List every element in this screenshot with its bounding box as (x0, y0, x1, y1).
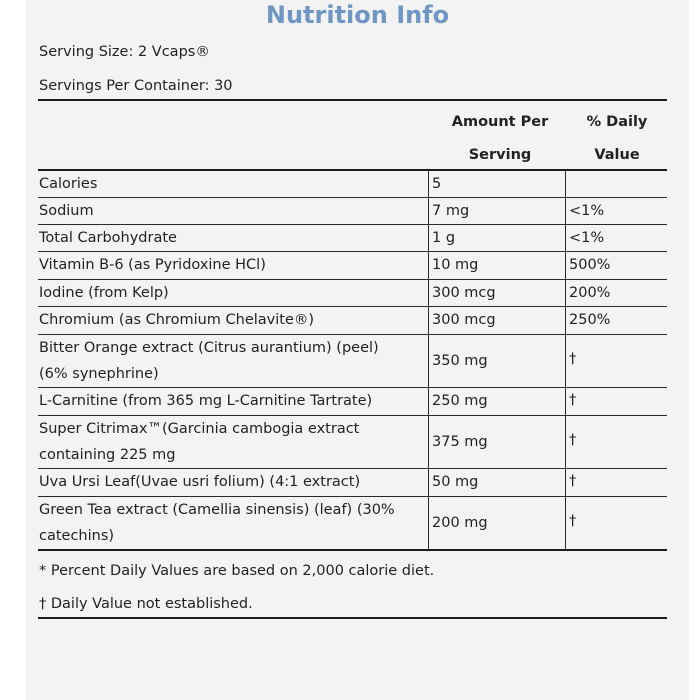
nutrient-amount: 300 mcg (432, 312, 496, 328)
header-dv-line1: % Daily (586, 114, 648, 130)
footnote-dv-not-established: † Daily Value not established. (39, 596, 253, 612)
serving-size: Serving Size: 2 Vcaps® (39, 44, 210, 60)
header-dv-line2: Value (594, 147, 640, 163)
nutrient-amount: 10 mg (432, 257, 479, 273)
nutrient-name: Total Carbohydrate (39, 230, 177, 246)
header-amount-line1: Amount Per (451, 114, 549, 130)
nutrient-dv: † (569, 513, 577, 529)
table-row (38, 252, 667, 279)
table-row (38, 307, 667, 334)
nutrient-name-line1: Green Tea extract (Camellia sinensis) (leaf) (30% (39, 502, 395, 518)
table-bottom-rule (38, 549, 667, 551)
column-divider-dv (565, 171, 566, 550)
table-row (38, 469, 667, 496)
nutrient-amount: 250 mg (432, 393, 488, 409)
nutrient-dv: 200% (569, 285, 611, 301)
page-title: Nutrition Info (265, 1, 450, 29)
nutrient-name-line1: Bitter Orange extract (Citrus aurantium) (peel) (39, 340, 379, 356)
nutrient-dv: † (569, 432, 577, 448)
nutrient-name-line1: Super Citrimax™(Garcinia cambogia extract (39, 421, 360, 437)
footnote-percent-dv: * Percent Daily Values are based on 2,000 calorie diet. (39, 563, 435, 579)
nutrient-name: Vitamin B-6 (as Pyridoxine HCl) (39, 257, 266, 273)
header-top-rule (38, 99, 667, 101)
nutrient-amount: 5 (432, 176, 442, 192)
nutrient-name: Chromium (as Chromium Chelavite®) (39, 312, 315, 328)
column-divider-amount (428, 171, 429, 550)
nutrient-name: Uva Ursi Leaf(Uvae usri folium) (4:1 extract) (39, 474, 361, 490)
table-row (38, 388, 667, 415)
table-row (38, 497, 667, 549)
nutrient-amount: 200 mg (432, 515, 488, 531)
nutrient-amount: 7 mg (432, 203, 470, 219)
header-amount-line2: Serving (468, 147, 532, 163)
nutrient-dv: 250% (569, 312, 611, 328)
table-row (38, 198, 667, 224)
nutrient-name-line2: containing 225 mg (39, 447, 176, 463)
nutrient-dv: † (569, 351, 577, 367)
nutrient-name: Iodine (from Kelp) (39, 285, 169, 301)
nutrient-name-line2: catechins) (39, 528, 115, 544)
table-row (38, 280, 667, 306)
nutrient-amount: 50 mg (432, 474, 479, 490)
servings-per-container: Servings Per Container: 30 (39, 78, 233, 94)
nutrient-dv: † (569, 473, 577, 489)
table-row (38, 171, 667, 197)
table-row (38, 225, 667, 251)
nutrient-dv: † (569, 392, 577, 408)
nutrient-amount: 350 mg (432, 353, 488, 369)
nutrient-name: Calories (39, 176, 98, 192)
nutrient-dv: <1% (569, 230, 605, 246)
nutrient-name-line2: (6% synephrine) (39, 366, 159, 382)
nutrient-amount: 300 mcg (432, 285, 496, 301)
table-row (38, 416, 667, 468)
nutrient-dv: 500% (569, 257, 611, 273)
table-row (38, 335, 667, 387)
nutrient-name: L-Carnitine (from 365 mg L-Carnitine Tartrate) (39, 393, 373, 409)
nutrient-name: Sodium (39, 203, 94, 219)
nutrient-amount: 1 g (432, 230, 456, 246)
nutrient-amount: 375 mg (432, 434, 488, 450)
nutrient-dv: <1% (569, 203, 605, 219)
footer-rule (38, 617, 667, 619)
